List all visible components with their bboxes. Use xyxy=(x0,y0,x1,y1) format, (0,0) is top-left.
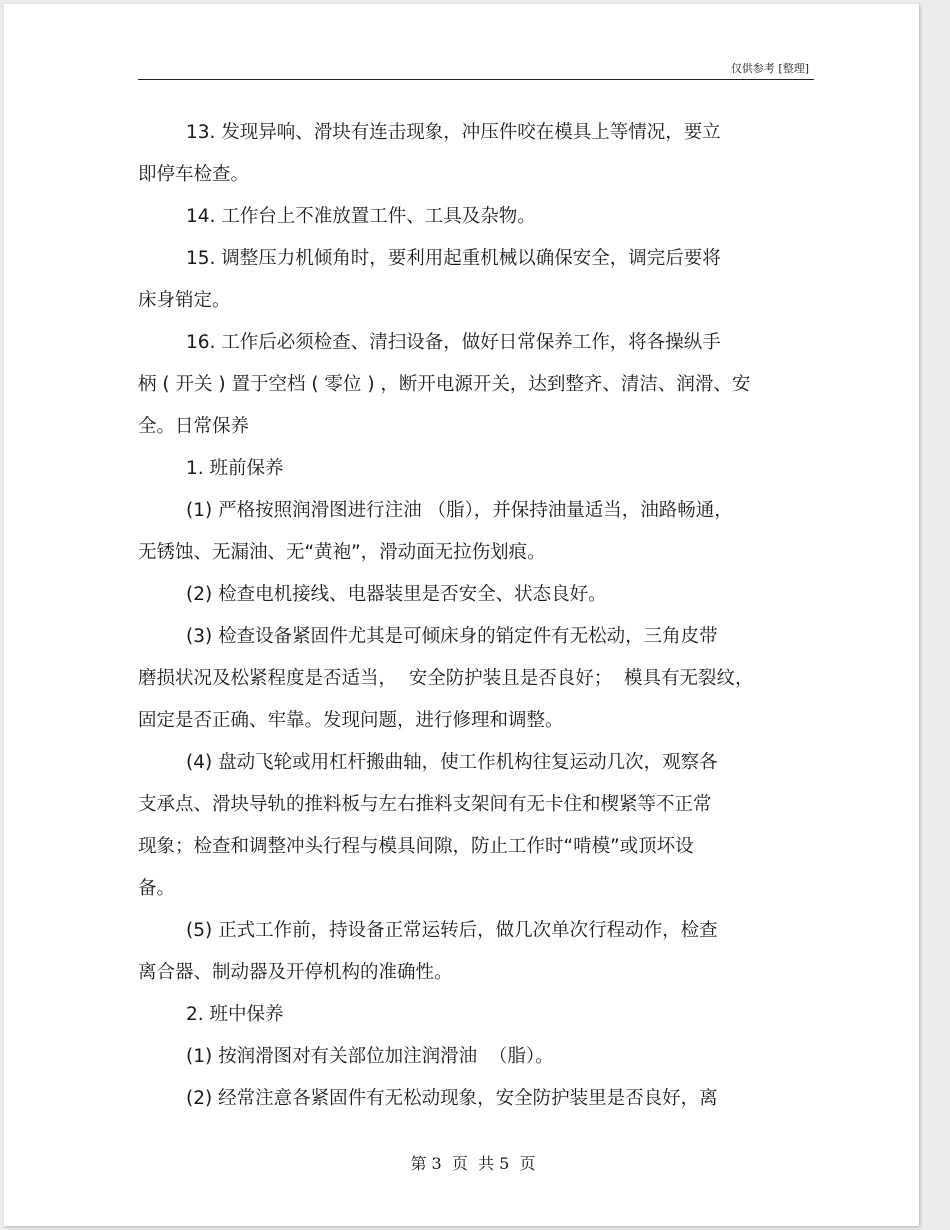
section-heading-pre-shift xyxy=(138,448,814,490)
paragraph-pre-2 xyxy=(138,574,814,616)
paragraph-line: 柄 ( 开关 ) 置于空档 ( 零位 ) ，断开电源开关，达到整齐、清洁、润滑、安 xyxy=(138,374,751,395)
paragraph-line: 固定是否正确、牢靠。发现问题，进行修理和调整。 xyxy=(138,710,564,731)
document-body xyxy=(138,112,814,1120)
paragraph-line: (4) 盘动飞轮或用杠杆搬曲轴，使工作机构往复运动几次，观察各 xyxy=(186,752,718,773)
paragraph-line: 支承点、滑块导轨的推料板与左右推料支架间有无卡住和楔紧等不正常 xyxy=(138,794,712,815)
paragraph-line: 14. 工作台上不准放置工件、工具及杂物。 xyxy=(186,206,536,227)
paragraph-line: (5) 正式工作前，持设备正常运转后，做几次单次行程动作，检查 xyxy=(186,920,718,941)
paragraph-pre-5 xyxy=(138,910,814,994)
paragraph-mid-2 xyxy=(138,1078,814,1120)
paragraph-line: 床身销定。 xyxy=(138,290,231,311)
paragraph-line: 16. 工作后必须检查、清扫设备，做好日常保养工作，将各操纵手 xyxy=(186,332,721,353)
header-divider xyxy=(138,79,814,80)
section-heading-mid-shift xyxy=(138,994,814,1036)
header-note: 仅供参考 [整理] xyxy=(730,62,809,75)
paragraph-line: (3) 检查设备紧固件尤其是可倾床身的销定件有无松动，三角皮带 xyxy=(186,626,718,647)
paragraph-line: 离合器、制动器及开停机构的准确性。 xyxy=(138,962,453,983)
paragraph-pre-1 xyxy=(138,490,814,574)
paragraph-line: 无锈蚀、无漏油、无“黄袍”，滑动面无拉伤划痕。 xyxy=(138,542,546,563)
paragraph-13 xyxy=(138,112,814,196)
paragraph-line: 15. 调整压力机倾角时，要利用起重机械以确保安全，调完后要将 xyxy=(186,248,721,269)
paragraph-line: 磨损状况及松紧程度是否适当， 安全防护装且是否良好； 模具有无裂纹， xyxy=(138,668,754,689)
paragraph-line: 备。 xyxy=(138,878,176,899)
paragraph-pre-3 xyxy=(138,616,814,742)
section-heading: 1. 班前保养 xyxy=(186,458,284,479)
paragraph-14 xyxy=(138,196,814,238)
paragraph-line: 13. 发现异响、滑块有连击现象，冲压件咬在模具上等情况，要立 xyxy=(186,122,721,143)
paragraph-pre-4 xyxy=(138,742,814,910)
paragraph-line: (2) 经常注意各紧固件有无松动现象，安全防护装里是否良好，离 xyxy=(186,1088,718,1109)
paragraph-line: (2) 检查电机接线、电器装里是否安全、状态良好。 xyxy=(186,584,607,605)
paragraph-line: (1) 按润滑图对有关部位加注润滑油 （脂）。 xyxy=(186,1046,554,1067)
section-heading: 2. 班中保养 xyxy=(186,1004,284,1025)
paragraph-line: 现象；检查和调整冲头行程与模具间隙，防止工作时“啃模”或顶坏设 xyxy=(138,836,694,857)
paragraph-line: 即停车检查。 xyxy=(138,164,250,185)
paragraph-line: (1) 严格按照润滑图进行注油 （脂），并保持油量适当，油路畅通， xyxy=(186,500,733,521)
paragraph-mid-1 xyxy=(138,1036,814,1078)
paragraph-line: 全。日常保养 xyxy=(138,416,250,437)
page-number-footer: 第 3 页 共 5 页 xyxy=(410,1154,536,1173)
paragraph-15 xyxy=(138,238,814,322)
document-page xyxy=(4,4,919,1226)
paragraph-16 xyxy=(138,322,814,448)
